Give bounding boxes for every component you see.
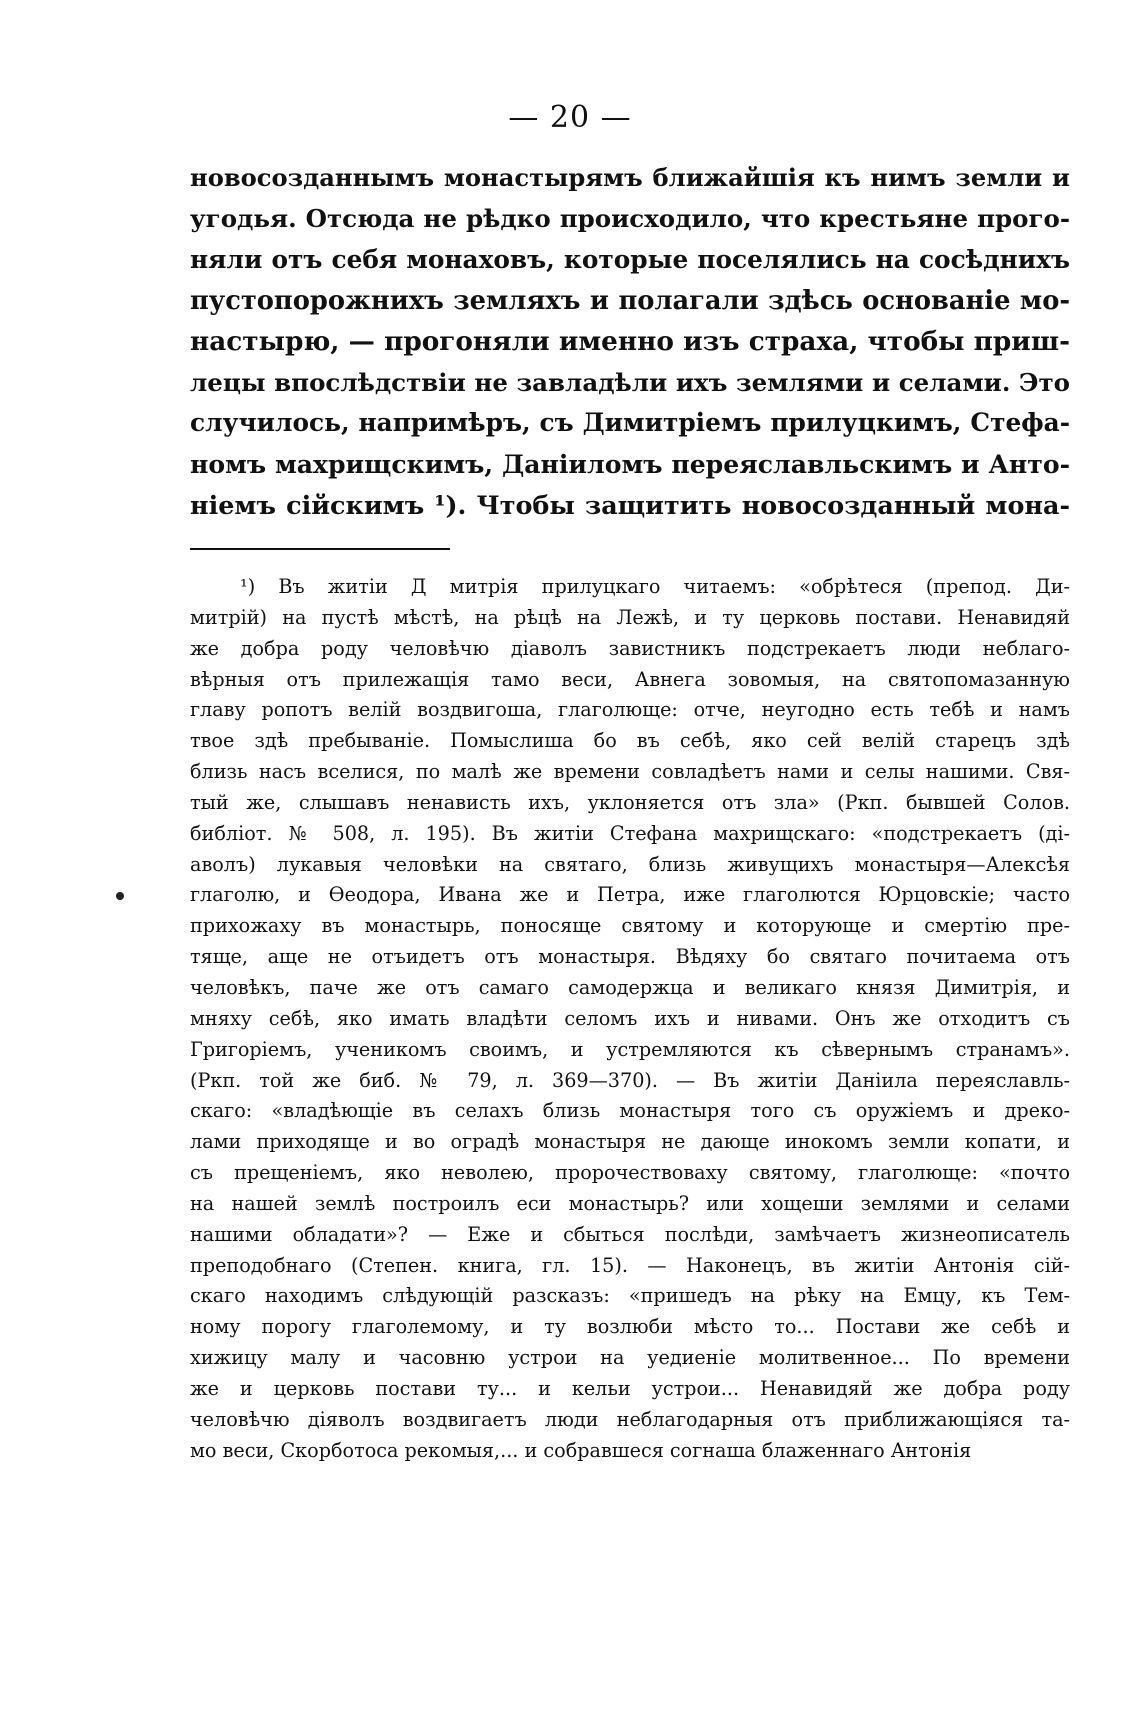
footnote-line: же и церковь постави ту... и кельи устрои... Ненавидяй же добра роду <box>190 1376 1070 1400</box>
footnote-line: библіот. № 508, л. 195). Въ житіи Стефана махрищскаго: «подстрекаетъ (ді- <box>190 821 1070 845</box>
footnote-line: преподобнаго (Степен. книга, гл. 15). — Наконецъ, въ житіи Антонія сій- <box>190 1253 1070 1277</box>
footnote-line: близь насъ вселися, по малѣ же времени совладѣетъ нами и селы нашими. Свя- <box>190 760 1070 784</box>
footnote-line: мо веси, Скорботоса рекомыя,... и собравшеся согнаша блаженнаго Антонія <box>190 1438 972 1462</box>
footnote-line: на нашей землѣ построилъ еси монастырь? или хощеши землями и селами <box>190 1191 1070 1215</box>
footnote-line: твое здѣ пребываніе. Помыслиша бо въ себѣ, яко сей велій старецъ здѣ <box>190 729 1070 753</box>
footnote-line: (Ркп. той же биб. № 79, л. 369—370). — Въ житіи Даніила переяславль- <box>190 1068 1070 1092</box>
main-text-line: ніемъ сійскимъ ¹). Чтобы защитить новосозданный мона- <box>190 490 1070 521</box>
footnote-line: прихожаху въ монастырь, поносяще святому и которующе и смертію пре- <box>190 914 1070 938</box>
footnote-line: тяще, аще не отъидетъ отъ монастыря. Вѣдяху бо святаго почитаема отъ <box>190 945 1070 969</box>
footnote-line: нашими обладати»? — Еже и сбыться послѣди, замѣчаетъ жизнеописатель <box>190 1222 1070 1246</box>
main-text-line: няли отъ себя монаховъ, которые поселялись на сосѣднихъ <box>190 244 1070 274</box>
footnote-block <box>190 572 1070 1466</box>
main-text-block <box>190 158 1070 526</box>
main-text-line: номъ махрищскимъ, Даніиломъ переяславльскимъ и Анто- <box>190 449 1070 480</box>
footnote-line: глаголю, и Ѳеодора, Ивана же и Петра, иже глаголются Юрцовскіе; часто <box>190 883 1070 907</box>
footnote-line: съ прещеніемъ, яко неволею, пророчествоваху святому, глаголюще: «почто <box>190 1161 1070 1185</box>
footnote-line: митрій) на пустѣ мѣстѣ, на рѣцѣ на Лежѣ, и ту церковь постави. Ненавидяй <box>190 605 1070 629</box>
main-text-line: случилось, напримѣръ, съ Димитріемъ прилуцкимъ, Стефа- <box>190 408 1070 438</box>
main-text-line: угодья. Отсюда не рѣдко происходило, что крестьяне прого- <box>190 203 1070 233</box>
footnote-separator <box>190 548 450 550</box>
footnote-line: человѣчю діяволъ воздвигаетъ люди неблагодарныя отъ приближающіяся та- <box>190 1407 1070 1431</box>
footnote-line: лами приходяще и во оградѣ монастыря не дающе инокомъ земли копати, и <box>190 1130 1070 1154</box>
footnote-line: хижицу малу и часовню устрои на уедиеніе молитвенное... По времени <box>190 1346 1070 1370</box>
footnote-line: ¹) Въ житіи Д митрія прилуцкаго читаемъ: «обрѣтеся (препод. Ди- <box>240 575 1070 598</box>
footnote-line: скаго: «владѣющіе въ селахъ близь монастыря того съ оружіемъ и дреко- <box>190 1099 1070 1123</box>
footnote-line: скаго находимъ слѣдующій разсказъ: «пришедъ на рѣку на Емцу, къ Тем- <box>190 1284 1070 1308</box>
footnote-line: Григоріемъ, ученикомъ своимъ, и устремляются къ сѣвернымъ странамъ». <box>190 1037 1070 1061</box>
main-text-line: новосозданнымъ монастырямъ ближайшія къ нимъ земли и <box>190 163 1070 192</box>
main-text-line: настырю, — прогоняли именно изъ страха, чтобы приш- <box>190 325 1070 357</box>
footnote-line: вѣрныя отъ прилежащія тамо веси, Авнега зовомыя, на святопомазанную <box>190 667 1070 691</box>
footnote-line: главу ропотъ велій воздвигоша, глаголюще: отче, неугодно есть тебѣ и намъ <box>190 698 1070 722</box>
footnote-line: мняху себѣ, яко имать владѣти селомъ ихъ и нивами. Онъ же отходитъ съ <box>190 1006 1070 1030</box>
footnote-line: же добра роду человѣчю діаволъ завистникъ подстрекаетъ люди неблаго- <box>190 636 1070 660</box>
page-number: — 20 — <box>508 100 632 135</box>
footnote-line: человѣкъ, паче же отъ самаго самодержца и великаго князя Димитрія, и <box>190 975 1070 999</box>
margin-dot-mark <box>116 892 124 900</box>
footnote-line: аволъ) лукавыя человѣки на святаго, близь живущихъ монастыря—Алексѣя <box>190 852 1070 876</box>
footnote-line: ному порогу глаголемому, и ту возлюби мѣсто то... Постави же себѣ и <box>190 1315 1070 1339</box>
main-text-line: лецы впослѣдствіи не завладѣли ихъ землями и селами. Это <box>190 367 1070 397</box>
footnote-line: тый же, слышавъ ненависть ихъ, уклоняется отъ зла» (Ркп. бывшей Солов. <box>190 790 1070 814</box>
main-text-line: пустопорожнихъ земляхъ и полагали здѣсь основаніе мо- <box>190 285 1070 316</box>
